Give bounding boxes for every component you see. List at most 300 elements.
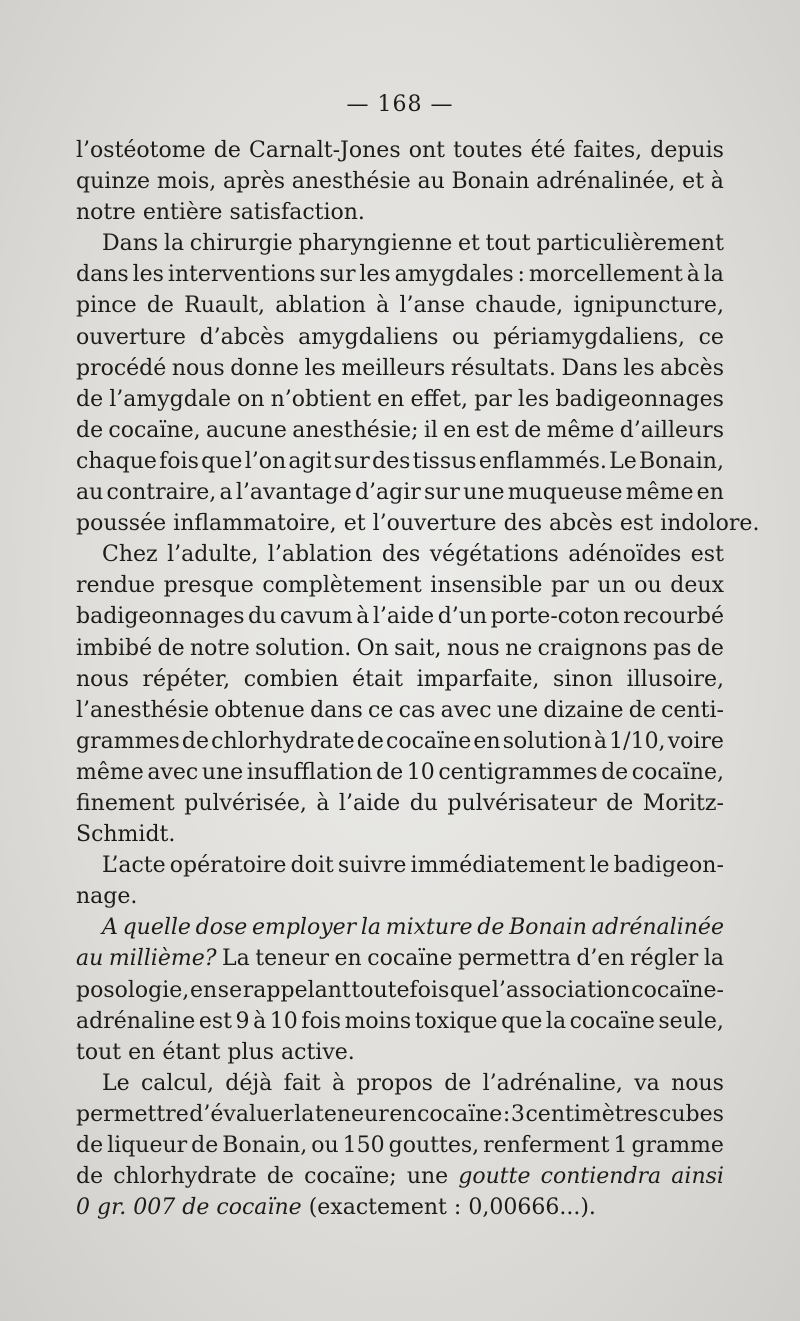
- word: pharyngienne: [298, 231, 453, 257]
- word: moins: [344, 1008, 412, 1034]
- word: chirurgie: [189, 231, 293, 257]
- word: particulièrement: [536, 231, 724, 257]
- word: au: [76, 480, 104, 506]
- word: l’ostéotome: [76, 138, 206, 163]
- text-line: [76, 757, 724, 788]
- word: ou: [634, 573, 662, 599]
- word: morcellement: [528, 262, 683, 288]
- word: imparfaite,: [416, 666, 540, 692]
- word: permettre: [76, 1101, 189, 1127]
- word: est: [198, 1008, 232, 1034]
- text-line: [76, 290, 724, 321]
- word: rappelant: [242, 977, 351, 1003]
- word: des: [381, 542, 421, 568]
- word: de: [146, 293, 174, 319]
- word: gramme: [631, 1133, 724, 1158]
- word: finement: [76, 790, 175, 816]
- word: sinon: [553, 666, 613, 692]
- word: déjà: [225, 1070, 273, 1096]
- word: On: [356, 635, 389, 661]
- word: cocaïne;: [304, 1164, 397, 1190]
- text-line: [76, 1130, 724, 1161]
- word: nous: [671, 1070, 724, 1096]
- word: amygdaliens: [298, 324, 439, 350]
- word: dizaine: [543, 697, 624, 723]
- text-line: [76, 1192, 724, 1223]
- word: que: [449, 977, 492, 1003]
- text-line: [76, 508, 760, 539]
- word: notre: [76, 200, 136, 226]
- text-line: [76, 975, 724, 1006]
- word: gr.: [97, 1195, 127, 1221]
- word: à: [686, 262, 700, 288]
- word: chlorhydrate: [211, 728, 355, 754]
- word: une: [406, 1164, 449, 1190]
- word: Dans: [102, 231, 159, 257]
- word: de: [514, 417, 542, 443]
- word: de: [191, 1133, 219, 1158]
- word: effet,: [410, 386, 468, 412]
- word: Schmidt.: [76, 822, 176, 848]
- word: adénoïdes: [568, 542, 682, 568]
- word: sur: [319, 262, 356, 288]
- word: en: [189, 977, 218, 1003]
- word: la: [294, 1101, 315, 1127]
- word: ainsi: [671, 1164, 724, 1190]
- word: une: [496, 697, 539, 723]
- text-line: [76, 384, 724, 415]
- word: abcès: [660, 355, 724, 381]
- word: la: [703, 946, 724, 972]
- word: imbibé: [76, 635, 153, 661]
- word: centimètres: [525, 1101, 659, 1127]
- word: centi-: [661, 697, 724, 723]
- word: faites,: [573, 138, 643, 163]
- word: Bonain,: [639, 448, 724, 474]
- word: opératoire: [169, 853, 287, 879]
- word: Ruault,: [184, 293, 266, 319]
- word: amygdales: [394, 262, 514, 288]
- word: ce: [698, 324, 724, 350]
- word: pulvérisateur: [447, 790, 597, 816]
- word: les: [359, 262, 391, 288]
- word: d’abcès: [199, 324, 285, 350]
- word: des: [372, 448, 411, 474]
- word: au: [76, 946, 104, 972]
- word: meilleurs: [341, 355, 446, 381]
- word: même: [76, 759, 144, 785]
- word: l’aide: [372, 604, 435, 630]
- word: liqueur: [107, 1133, 188, 1158]
- word: L’acte: [102, 853, 166, 879]
- word: n’obtient: [270, 386, 372, 412]
- word: ne: [505, 635, 533, 661]
- word: tissus: [412, 448, 477, 474]
- word: à: [316, 790, 330, 816]
- word: badigeon-: [613, 853, 724, 879]
- word: de: [182, 1195, 210, 1221]
- word: pas: [652, 635, 692, 661]
- word: d’agir: [354, 480, 421, 506]
- word: au: [417, 169, 445, 195]
- text-line: [76, 539, 724, 570]
- word: quelle: [122, 915, 191, 941]
- word: recourbé: [623, 604, 724, 630]
- word: :: [502, 1101, 511, 1127]
- word: La: [222, 946, 250, 972]
- word: doit: [290, 853, 334, 879]
- word: à: [593, 728, 608, 754]
- word: en: [128, 1039, 156, 1065]
- word: une: [201, 759, 244, 785]
- word: presque: [163, 573, 254, 599]
- word: :: [517, 262, 525, 288]
- word: grammes: [76, 728, 180, 754]
- word: cocaïne: [417, 1101, 503, 1127]
- word: l’ouverture: [372, 511, 497, 537]
- word: employer: [251, 915, 357, 941]
- word: combien: [243, 666, 339, 692]
- word: renferment: [483, 1133, 610, 1158]
- word: A: [102, 915, 118, 941]
- word: ignipuncture,: [573, 293, 724, 319]
- word: sur: [333, 448, 370, 474]
- word: deux: [670, 573, 724, 599]
- word: porte-coton: [490, 604, 620, 630]
- word: nous: [446, 635, 500, 661]
- text-line: [76, 322, 724, 353]
- word: Le: [609, 448, 637, 474]
- word: il: [423, 417, 438, 443]
- text-line: [76, 850, 724, 881]
- word: complètement: [262, 573, 422, 599]
- word: obtenue: [214, 697, 305, 723]
- word: la: [163, 231, 185, 257]
- word: de: [376, 759, 404, 785]
- text-line: [76, 726, 724, 757]
- text-line: [76, 881, 724, 912]
- word: après: [222, 169, 286, 195]
- word: d’évaluer: [189, 1101, 294, 1127]
- word: les: [517, 386, 550, 412]
- word: tout: [76, 1039, 122, 1065]
- word: badigeonnages: [555, 386, 724, 412]
- word: de: [266, 1164, 294, 1190]
- word: :: [453, 1195, 462, 1221]
- word: 10: [406, 759, 435, 785]
- word: seule,: [658, 1008, 724, 1034]
- word: voire: [667, 728, 724, 754]
- text-line: [76, 1161, 724, 1192]
- word: de: [157, 635, 185, 661]
- word: 3: [510, 1101, 525, 1127]
- word: le: [589, 853, 610, 879]
- text-line: [76, 1037, 724, 1068]
- word: plus: [227, 1039, 274, 1065]
- word: à: [356, 604, 370, 630]
- word: et: [343, 511, 366, 537]
- word: l’adrénaline,: [482, 1070, 623, 1096]
- word: entière: [142, 200, 223, 226]
- word: de: [696, 635, 724, 661]
- word: on: [237, 386, 265, 412]
- word: ablation: [275, 293, 366, 319]
- word: Le: [102, 1070, 130, 1096]
- word: permettra: [458, 946, 571, 972]
- word: Carnalt-Jones: [249, 138, 401, 163]
- word: (exactement: [308, 1195, 447, 1221]
- word: chaque: [76, 448, 157, 474]
- word: enflammés.: [478, 448, 607, 474]
- word: Chez: [102, 542, 158, 568]
- word: poussée: [76, 511, 167, 537]
- word: centigrammes: [438, 759, 598, 785]
- word: en: [389, 1101, 417, 1127]
- word: cavum: [279, 604, 353, 630]
- word: nous: [76, 666, 129, 692]
- word: pulvérisée,: [184, 790, 307, 816]
- word: anesthésie;: [292, 417, 419, 443]
- word: tout: [485, 231, 531, 257]
- word: de: [76, 1133, 104, 1158]
- word: Bonain: [509, 915, 587, 941]
- word: interventions: [167, 262, 316, 288]
- word: une: [463, 480, 505, 506]
- text-line: [76, 943, 724, 974]
- word: d’un: [437, 604, 488, 630]
- word: les: [304, 355, 336, 381]
- word: de: [444, 1070, 472, 1096]
- word: à: [332, 1070, 346, 1096]
- text-line: [76, 1006, 724, 1037]
- word: avec: [147, 759, 199, 785]
- word: des: [503, 511, 542, 537]
- word: en: [443, 417, 471, 443]
- word: a: [219, 480, 233, 506]
- word: de: [601, 759, 629, 785]
- word: calcul,: [140, 1070, 214, 1096]
- word: est: [475, 417, 509, 443]
- word: mixture: [385, 915, 473, 941]
- word: Bonain: [451, 169, 530, 195]
- word: à: [376, 293, 390, 319]
- word: à: [710, 169, 724, 195]
- word: que: [501, 1008, 543, 1034]
- word: toxique: [414, 1008, 498, 1034]
- word: les: [132, 262, 164, 288]
- word: à: [253, 1008, 267, 1034]
- word: de: [76, 417, 104, 443]
- word: un: [597, 573, 626, 599]
- word: l’amygdale: [109, 386, 231, 412]
- text-line: [76, 695, 724, 726]
- word: cocaïne: [216, 1195, 302, 1221]
- word: 10: [269, 1008, 298, 1034]
- text-line: [76, 1068, 724, 1099]
- text-line: [76, 1099, 724, 1130]
- word: l’on: [244, 448, 287, 474]
- word: ce: [368, 697, 394, 723]
- text-line: [76, 259, 724, 290]
- word: suivre: [337, 853, 407, 879]
- word: adrénaline: [76, 1008, 196, 1034]
- word: satisfaction.: [229, 200, 365, 226]
- word: insensible: [430, 573, 543, 599]
- word: l’aide: [338, 790, 401, 816]
- word: active.: [281, 1039, 355, 1065]
- text-line: [76, 570, 724, 601]
- word: de: [181, 728, 209, 754]
- word: en: [334, 946, 362, 972]
- word: en: [377, 386, 405, 412]
- word: agit: [288, 448, 332, 474]
- text-line: [76, 197, 724, 228]
- word: posologie,: [76, 977, 190, 1003]
- word: badigeonnages: [76, 604, 245, 630]
- word: l’ablation: [267, 542, 373, 568]
- word: ont: [408, 138, 445, 163]
- text-line: [76, 912, 724, 943]
- word: nous: [171, 355, 225, 381]
- text-line: [76, 166, 724, 197]
- word: fois: [159, 448, 199, 474]
- word: quinze: [76, 169, 151, 195]
- word: d’ailleurs: [619, 417, 724, 443]
- text-line: [76, 353, 724, 384]
- word: 150: [342, 1133, 385, 1158]
- word: chaude,: [475, 293, 564, 319]
- word: cubes: [659, 1101, 724, 1127]
- word: la: [703, 262, 724, 288]
- word: l’anse: [399, 293, 466, 319]
- word: teneur: [255, 946, 330, 972]
- word: cas: [398, 697, 436, 723]
- word: muqueuse: [507, 480, 623, 506]
- word: ouverture: [76, 324, 186, 350]
- word: dans: [76, 262, 129, 288]
- word: de: [628, 697, 656, 723]
- word: toutes: [453, 138, 523, 163]
- word: que: [201, 448, 243, 474]
- word: procédé: [76, 355, 167, 381]
- word: et: [682, 169, 705, 195]
- word: été: [530, 138, 566, 163]
- word: est: [690, 542, 724, 568]
- word: cocaïne: [569, 1008, 655, 1034]
- word: sait,: [394, 635, 442, 661]
- word: l’association: [491, 977, 631, 1003]
- word: répéter,: [142, 666, 231, 692]
- word: de: [356, 728, 384, 754]
- word: fois: [301, 1008, 342, 1034]
- word: la: [360, 915, 382, 941]
- word: l’anesthésie: [76, 697, 209, 723]
- word: immédiatement: [410, 853, 586, 879]
- body-text: [76, 135, 760, 1223]
- word: par: [474, 386, 512, 412]
- word: ou: [311, 1133, 339, 1158]
- word: régler: [630, 946, 699, 972]
- word: illusoire,: [626, 666, 724, 692]
- word: inflammatoire,: [173, 511, 337, 537]
- word: végétations: [429, 542, 559, 568]
- word: chlorhydrate: [113, 1164, 257, 1190]
- word: gouttes,: [388, 1133, 480, 1158]
- word: même: [625, 480, 694, 506]
- word: en: [473, 728, 501, 754]
- word: mois,: [156, 169, 217, 195]
- word: va: [634, 1070, 660, 1096]
- word: Dans: [561, 355, 618, 381]
- word: est: [619, 511, 654, 537]
- word: l’adulte,: [167, 542, 259, 568]
- word: donne: [230, 355, 299, 381]
- word: teneur: [315, 1101, 389, 1127]
- word: 9: [235, 1008, 250, 1034]
- word: ou: [452, 324, 480, 350]
- word: anesthésie: [291, 169, 411, 195]
- word: et: [457, 231, 480, 257]
- word: cocaïne: [367, 946, 453, 972]
- word: propos: [356, 1070, 433, 1096]
- text-line: [76, 477, 724, 508]
- word: cocaïne,: [108, 417, 201, 443]
- word: même: [546, 417, 615, 443]
- word: 0: [76, 1195, 90, 1221]
- word: était: [352, 666, 403, 692]
- word: l’avantage: [235, 480, 352, 506]
- word: indolore.: [660, 511, 760, 537]
- word: contiendra: [540, 1164, 662, 1190]
- word: rendue: [76, 573, 155, 599]
- word: 1: [613, 1133, 628, 1158]
- word: solution: [502, 728, 592, 754]
- word: goutte: [458, 1164, 531, 1190]
- word: depuis: [650, 138, 724, 163]
- word: craignons: [537, 635, 648, 661]
- word: les: [623, 355, 655, 381]
- word: notre: [189, 635, 250, 661]
- word: 0,00666...).: [468, 1195, 596, 1221]
- text-line: [76, 788, 724, 819]
- text-line: [76, 135, 724, 166]
- text-line: [76, 664, 724, 695]
- word: de: [76, 386, 104, 412]
- word: pince: [76, 293, 137, 319]
- page-number: — 168 —: [346, 92, 454, 117]
- text-line: [76, 415, 724, 446]
- word: d’en: [576, 946, 625, 972]
- word: du: [248, 604, 277, 630]
- word: insufflation: [246, 759, 373, 785]
- word: la: [545, 1008, 567, 1034]
- word: toutefois: [351, 977, 450, 1003]
- word: solution.: [255, 635, 352, 661]
- word: Moritz-: [642, 790, 724, 816]
- word: par: [551, 573, 589, 599]
- text-line: [76, 633, 724, 664]
- text-line: [76, 819, 724, 850]
- word: résultats.: [450, 355, 556, 381]
- word: cocaïne: [386, 728, 472, 754]
- word: adrénalinée: [591, 915, 724, 941]
- word: se: [217, 977, 243, 1003]
- word: millième?: [108, 946, 217, 972]
- word: étant: [162, 1039, 221, 1065]
- word: Bonain,: [222, 1133, 308, 1158]
- word: nage.: [76, 884, 138, 910]
- word: de: [477, 915, 505, 941]
